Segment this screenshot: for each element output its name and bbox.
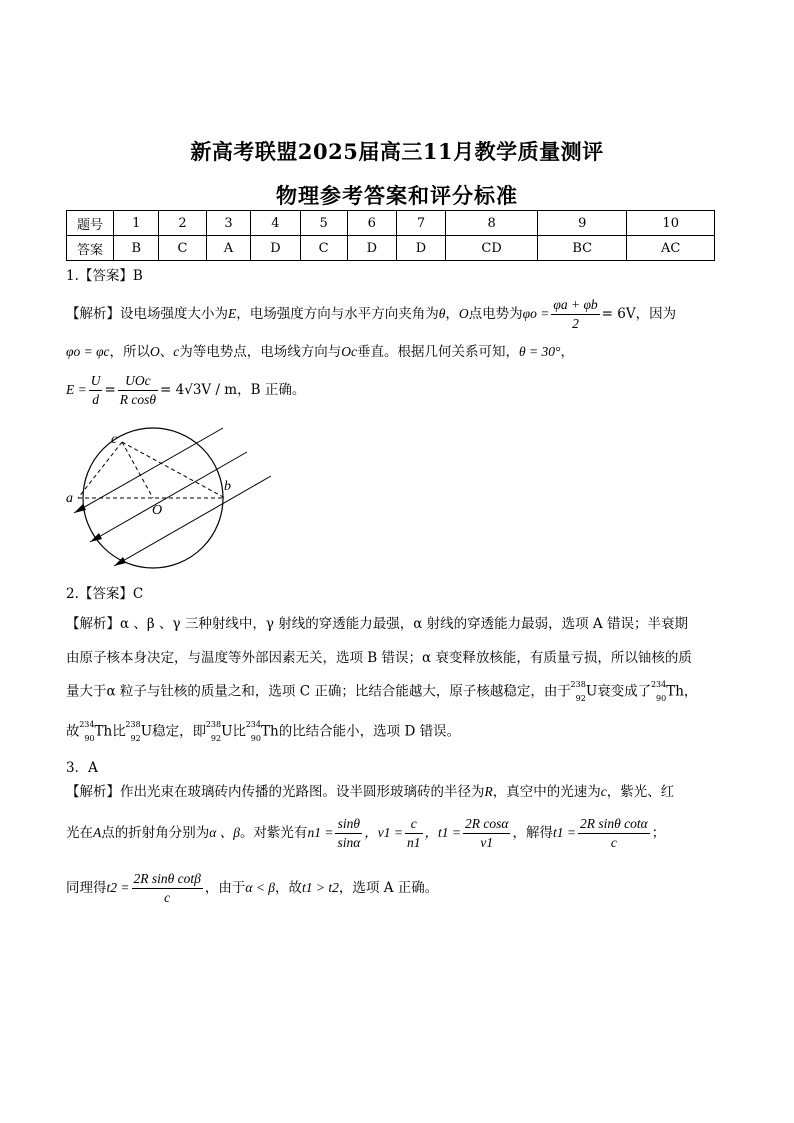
- table-cell: 7: [396, 211, 445, 236]
- circle-field-diagram: [60, 425, 275, 570]
- field-line-3: [114, 476, 271, 566]
- arrowhead-3: [114, 557, 126, 566]
- fraction: $\frac{\text{2R sinθ cotα}}{c}$: [579, 816, 648, 850]
- analysis-label: 【解析】: [66, 306, 120, 322]
- table-cell: 8: [446, 211, 538, 236]
- q3-line1: 【解析】作出光束在玻璃砖内传播的光路图。设半圆形玻璃砖的半径为R，真空中的光速为c，紫光、红: [66, 784, 675, 800]
- fraction: $\frac{U}{d}$: [90, 373, 101, 407]
- nuclide-thorium: 234 90: [650, 680, 667, 703]
- table-cell: 2: [159, 211, 206, 236]
- table-header-cell: 题号: [67, 211, 114, 236]
- table-cell: 6: [347, 211, 396, 236]
- fraction: $\frac{\text{2R sinθ cotβ}}{c}$: [133, 871, 201, 905]
- table-cell: 3: [206, 211, 251, 236]
- q2-line3: 量大于α 粒子与钍核的质量之和，选项 C 正确；比结合能越大，原子核越稳定，由于 238 92 U衰变成了 234 90 Th，: [66, 680, 698, 703]
- table-cell: BC: [538, 236, 627, 261]
- table-cell: 1: [114, 211, 159, 236]
- q3-line2: 光在A点的折射角分别为α 、β。对紫光有n1 = $\frac{\sin\theta}{\sin\alpha}$ ，v1 = $\frac{c}{n1}$ ，t1 = $\frac{\text{2R cosα}}{v1}$ ，解得t1 = $\frac{\text{2R sinθ cotα}}{c}$ ；: [66, 816, 666, 850]
- q1-answer-heading: 1.【答案】B: [66, 268, 143, 284]
- potential-formula: φo =: [522, 306, 550, 321]
- fraction: $\frac{\text{UOc}}{\text{R cosθ}}$: [119, 373, 157, 407]
- table-cell: 9: [538, 211, 627, 236]
- table-cell: 5: [300, 211, 347, 236]
- table-cell: C: [300, 236, 347, 261]
- arrowhead-2: [90, 533, 102, 542]
- nuclide-uranium: 238 92: [125, 720, 141, 743]
- label-b: b: [224, 479, 231, 494]
- fraction: $\frac{\sin\theta}{\sin\alpha}$: [337, 816, 361, 850]
- page-subtitle: 物理参考答案和评分标准: [276, 183, 518, 208]
- table-cell: AC: [627, 236, 715, 261]
- nuclide-uranium: 238 92: [205, 720, 222, 743]
- table-cell: CD: [446, 236, 538, 261]
- table-header-cell: 答案: [67, 236, 114, 261]
- analysis-label: 【解析】: [66, 784, 120, 800]
- q1-line2: φo = φc，所以O、c为等电势点，电场线方向与Oc垂直。根据几何关系可知，θ = 30°，: [66, 344, 574, 360]
- table-row-numbers: [67, 211, 715, 236]
- label-a: a: [66, 491, 73, 506]
- field-line-1: [74, 428, 223, 513]
- table-row-answers: [67, 236, 715, 261]
- answer-table: [66, 210, 715, 261]
- nuclide-thorium: 234 90: [245, 720, 261, 743]
- q2-answer-heading: 2.【答案】C: [66, 586, 144, 602]
- q2-line1: 【解析】α 、β 、γ 三种射线中，γ 射线的穿透能力最强，α 射线的穿透能力最弱，选项 A 错误；半衰期: [66, 616, 688, 632]
- label-O: O: [152, 503, 163, 518]
- table-cell: D: [396, 236, 445, 261]
- q1-line1: 【解析】设电场强度大小为E，电场强度方向与水平方向夹角为θ，O点电势为φo = $\frac{\varphi a + \varphi b}{2}$ = 6V，因为: [66, 297, 677, 331]
- q2-line4: 故 234 90 Th比 238 92 U稳定，即 238 92 U比 234 90 Th的比结合能小，选项 D 错误。: [66, 720, 461, 743]
- analysis-label: 【解析】: [66, 616, 120, 632]
- table-cell: 4: [251, 211, 300, 236]
- q2-line2: 由原子核本身决定，与温度等外部因素无关，选项 B 错误；α 衰变释放核能，有质量亏损，所以铀核的质: [66, 650, 692, 666]
- table-cell: C: [159, 236, 206, 261]
- page-title: 新高考联盟2025届高三11月教学质量测评: [190, 139, 604, 164]
- nuclide-uranium: 238 92: [570, 680, 586, 703]
- nuclide-thorium: 234 90: [79, 720, 95, 743]
- table-cell: A: [206, 236, 251, 261]
- label-c: c: [111, 432, 118, 447]
- fraction: $\frac{\varphi a + \varphi b}{2}$: [553, 297, 598, 331]
- table-cell: B: [114, 236, 159, 261]
- fraction: $\frac{\text{2R cosα}}{v1}$: [465, 816, 509, 850]
- table-cell: D: [347, 236, 396, 261]
- q1-line3: E = $\frac{U}{d}$ = $\frac{\text{UOc}}{\text{R cosθ}}$ = 4√3V / m，B 正确。: [66, 373, 306, 407]
- fraction: $\frac{c}{n1}$: [407, 816, 421, 850]
- q3-answer-heading: 3．A: [66, 760, 98, 776]
- table-cell: 10: [627, 211, 715, 236]
- q3-line3: 同理得t2 = $\frac{\text{2R sinθ cotβ}}{c}$ ，由于α < β，故t1 > t2，选项 A 正确。: [66, 871, 439, 905]
- table-cell: D: [251, 236, 300, 261]
